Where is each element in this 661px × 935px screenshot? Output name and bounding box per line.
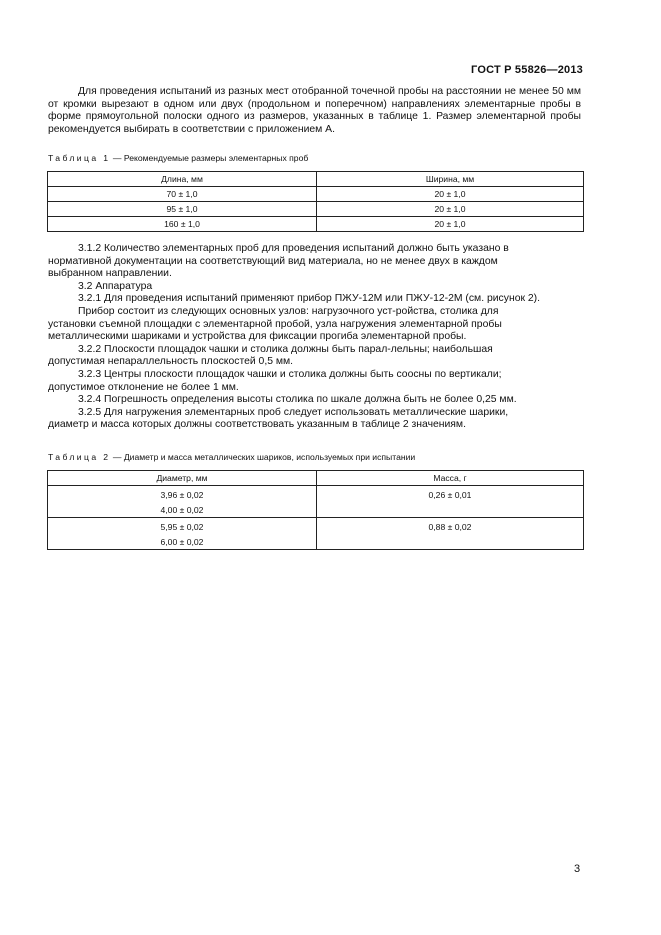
table2-cell-diameters	[48, 486, 317, 518]
table1-header-width: Ширина, мм	[317, 172, 584, 187]
table-row	[48, 217, 584, 232]
table1-cell-width: 20 ± 1,0	[317, 217, 584, 232]
body-line: нормативной документации на соответствующий вид материала, но не менее двух в каждом	[48, 255, 498, 267]
body-line: металлическими шариками и устройства для фиксации прогиба элементарной пробы.	[48, 331, 467, 343]
table1-cell-length: 70 ± 1,0	[48, 187, 317, 202]
document-number: ГОСТ Р 55826—2013	[471, 64, 583, 76]
body-line: 3.2.1 Для проведения испытаний применяют прибор ПЖУ-12М или ПЖУ-12-2М (см. рисунок 2).	[78, 293, 541, 305]
body-line: 3.1.2 Количество элементарных проб для проведения испытаний должно быть указано в	[78, 243, 509, 254]
table2-caption-text: — Диаметр и масса металлических шариков, используемых при испытании	[110, 452, 416, 462]
body-text	[48, 243, 581, 432]
table2-cell-mass	[317, 486, 584, 518]
table1-caption-label: Таблица 1	[48, 153, 111, 163]
mass-value: 0,26 ± 0,01	[428, 490, 472, 500]
table1-caption-text: — Рекомендуемые размеры элементарных проб	[110, 153, 309, 163]
table2-cell-mass	[317, 518, 584, 550]
body-line: выбранном направлении.	[48, 268, 172, 280]
table-row	[48, 518, 584, 550]
table-row	[48, 187, 584, 202]
body-line: допустимая непараллельность плоскостей 0,5 мм.	[48, 356, 294, 368]
table2-caption-label: Таблица 2	[48, 452, 111, 462]
table-row	[48, 202, 584, 217]
body-line: Прибор состоит из следующих основных узлов: нагрузочного уст-ройства, столика для	[78, 305, 499, 317]
table-header-row	[48, 471, 584, 486]
body-line: 3.2.2 Плоскости площадок чашки и столика должны быть парал-лельны; наибольшая	[78, 343, 493, 355]
table1-cell-width: 20 ± 1,0	[317, 187, 584, 202]
table1-cell-length: 95 ± 1,0	[48, 202, 317, 217]
body-line: 3.2.4 Погрешность определения высоты столика по шкале должна быть не более 0,25 мм.	[78, 394, 517, 406]
table2-caption	[48, 452, 415, 462]
table2-header-mass: Масса, г	[317, 471, 584, 486]
table1-cell-length: 160 ± 1,0	[48, 217, 317, 232]
body-line: установки съемной площадки с элементарной пробой, узла нагружения элементарной пробы	[48, 318, 502, 330]
diameter-value: 4,00 ± 0,02	[160, 504, 204, 515]
table1-caption	[48, 153, 308, 163]
section-heading: 3.2 Аппаратура	[78, 280, 153, 292]
diameter-value: 6,00 ± 0,02	[160, 536, 204, 547]
table-header-row	[48, 172, 584, 187]
mass-value: 0,88 ± 0,02	[428, 522, 472, 532]
intro-paragraph: Для проведения испытаний из разных мест отобранной точечной пробы на расстоянии не менее 50 мм от кромки вырезают в одном или двух (продольном и поперечном) направлениях элементарные пробы в форме прямоугольной полоски одного из размеров, указанных в таблице 1. Размер элементарной пробы рекомендуется выбирать в соответствии с приложением А.	[48, 86, 581, 135]
body-line: 3.2.3 Центры плоскости площадок чашки и столика должны быть соосны по вертикали;	[78, 368, 502, 380]
table2-header-diameter: Диаметр, мм	[48, 471, 317, 486]
diameter-value: 5,95 ± 0,02	[160, 522, 204, 532]
page-number: 3	[574, 863, 581, 875]
table1-recommended-sizes	[47, 171, 584, 232]
table-row	[48, 486, 584, 518]
body-line: диаметр и масса которых должны соответствовать указанным в таблице 2 значениям.	[48, 419, 466, 431]
table2-ball-diameter-mass	[47, 470, 584, 550]
table1-header-length: Длина, мм	[48, 172, 317, 187]
body-line: допустимое отклонение не более 1 мм.	[48, 381, 239, 393]
diameter-value: 3,96 ± 0,02	[160, 490, 204, 500]
table2-cell-diameters	[48, 518, 317, 550]
body-line: 3.2.5 Для нагружения элементарных проб следует использовать металлические шарики,	[78, 406, 509, 418]
table1-cell-width: 20 ± 1,0	[317, 202, 584, 217]
